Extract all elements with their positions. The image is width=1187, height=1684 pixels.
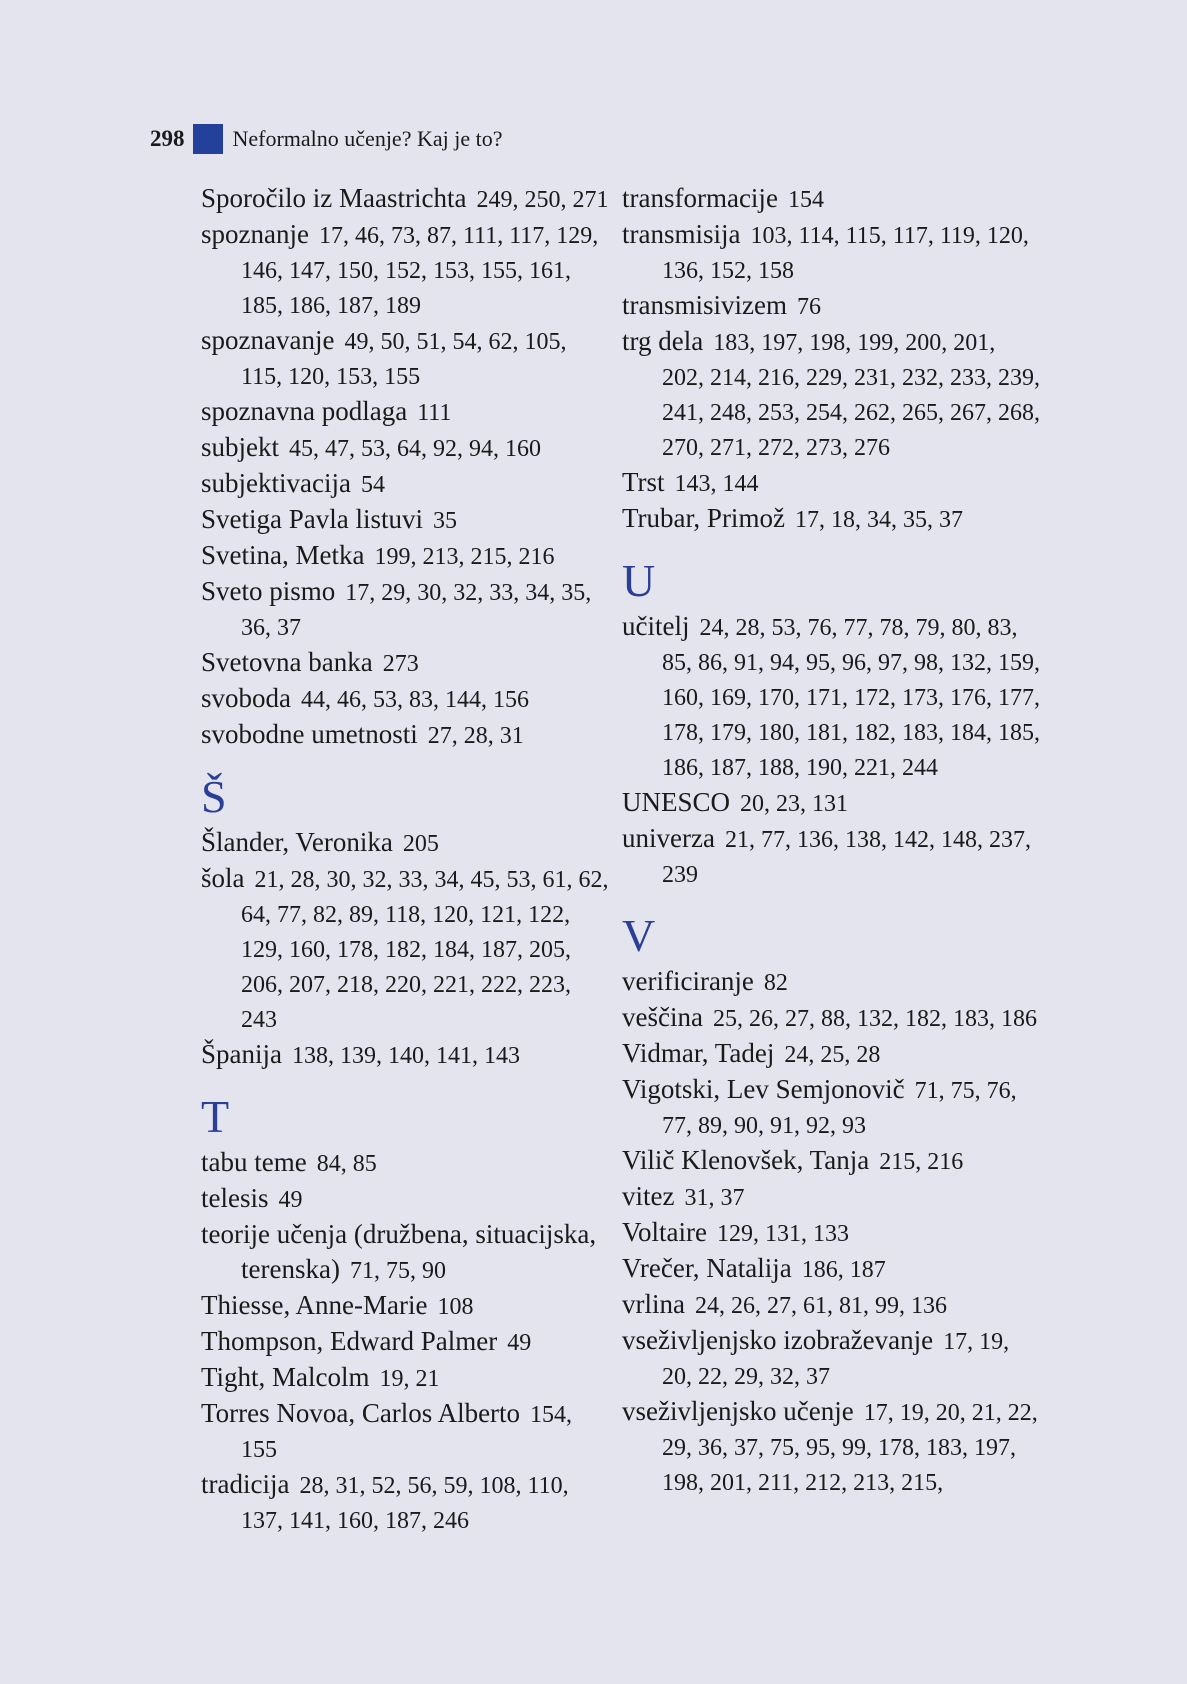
index-entry — [622, 1287, 1042, 1323]
index-term: spoznavanje — [201, 325, 335, 355]
index-entry — [201, 1360, 611, 1396]
index-term: transformacije — [622, 183, 778, 213]
index-pages: 273 — [382, 651, 419, 677]
index-term: tabu teme — [201, 1147, 307, 1177]
index-pages: 249, 250, 271 — [476, 187, 609, 213]
index-term: šola — [201, 863, 245, 893]
index-pages: 138, 139, 140, 141, 143 — [292, 1043, 520, 1069]
index-entry — [201, 681, 611, 717]
index-pages: 111 — [417, 400, 452, 426]
index-term: vseživljenjsko izobraževanje — [622, 1325, 934, 1355]
index-term: Svetina, Metka — [201, 540, 365, 570]
index-term: Tight, Malcolm — [201, 1362, 370, 1392]
index-term: Svetiga Pavla listuvi — [201, 504, 423, 534]
index-pages: 17, 18, 34, 35, 37 — [794, 507, 963, 533]
index-term: spoznavna podlaga — [201, 396, 408, 426]
index-pages: 183, 197, 198, 199, 200, 201, 202, 214, 216, 229, 231, 232, 233, 239, 241, 248, 253, 254, 262, 265, 267, 268, 270, 271, 272, 273, 276 — [662, 330, 1040, 461]
index-term: subjektivacija — [201, 468, 351, 498]
index-entry — [201, 466, 611, 502]
index-pages: 154 — [787, 187, 824, 213]
index-term: spoznanje — [201, 219, 309, 249]
index-entry — [201, 574, 611, 645]
index-pages: 17, 46, 73, 87, 111, 117, 129, 146, 147, 150, 152, 153, 155, 161, 185, 186, 187, 189 — [241, 223, 599, 319]
index-pages: 71, 75, 76, 77, 89, 90, 91, 92, 93 — [662, 1078, 1017, 1139]
index-pages: 143, 144 — [674, 471, 759, 497]
index-term: Thompson, Edward Palmer — [201, 1326, 498, 1356]
section-letter: Š — [201, 771, 227, 822]
running-header — [150, 124, 502, 154]
index-entry — [622, 1251, 1042, 1287]
index-pages: 103, 114, 115, 117, 119, 120, 136, 152, 158 — [662, 223, 1029, 284]
index-entry — [201, 538, 611, 574]
index-pages: 45, 47, 53, 64, 92, 94, 160 — [289, 436, 541, 462]
index-entry — [622, 465, 1042, 501]
index-entry — [622, 1036, 1042, 1072]
index-term: vseživljenjsko učenje — [622, 1396, 854, 1426]
index-term: vrlina — [622, 1289, 685, 1319]
running-title: Neformalno učenje? Kaj je to? — [232, 126, 503, 151]
index-entry — [201, 430, 611, 466]
index-pages: 108 — [437, 1294, 474, 1320]
index-term: telesis — [201, 1183, 269, 1213]
index-pages: 186, 187 — [801, 1257, 886, 1283]
index-pages: 44, 46, 53, 83, 144, 156 — [301, 687, 529, 713]
index-entry — [201, 1181, 611, 1217]
index-term: svobodne umetnosti — [201, 719, 418, 749]
section-letter: T — [201, 1091, 230, 1142]
index-pages: 31, 37 — [684, 1185, 745, 1211]
index-pages: 205 — [402, 831, 439, 857]
index-pages: 49, 50, 51, 54, 62, 105, 115, 120, 153, 155 — [241, 329, 567, 390]
index-pages: 199, 213, 215, 216 — [374, 544, 555, 570]
index-column-right — [622, 181, 1042, 1500]
index-term: Thiesse, Anne-Marie — [201, 1290, 428, 1320]
index-term: veščina — [622, 1002, 703, 1032]
section-letter: U — [622, 555, 656, 606]
index-entry — [622, 1072, 1042, 1143]
index-pages: 82 — [763, 970, 788, 996]
page-number: 298 — [150, 126, 185, 151]
index-pages: 71, 75, 90 — [349, 1258, 446, 1284]
index-entry — [622, 1394, 1042, 1500]
index-pages: 21, 77, 136, 138, 142, 148, 237, 239 — [662, 827, 1031, 888]
index-term: teorije učenja (družbena, situacijska, terenska) — [201, 1219, 597, 1284]
index-entry — [622, 324, 1042, 465]
index-entry — [622, 785, 1042, 821]
index-term: transmisija — [622, 219, 741, 249]
section-letter: V — [622, 910, 656, 961]
index-pages: 24, 25, 28 — [784, 1042, 881, 1068]
index-term: tradicija — [201, 1469, 290, 1499]
index-pages: 24, 28, 53, 76, 77, 78, 79, 80, 83, 85, 86, 91, 94, 95, 96, 97, 98, 132, 159, 160, 169, 170, 171, 172, 173, 176, 177, 178, 179, 180, 181, 182, 183, 184, 185, 186, 187, 188, 190, 221, 244 — [662, 615, 1040, 781]
index-pages: 20, 23, 131 — [740, 791, 849, 817]
index-pages: 24, 26, 27, 61, 81, 99, 136 — [694, 1293, 947, 1319]
index-entry — [622, 1143, 1042, 1179]
index-pages: 84, 85 — [316, 1151, 377, 1177]
index-entry — [201, 1396, 611, 1467]
index-pages: 19, 21 — [379, 1366, 440, 1392]
index-term: učitelj — [622, 611, 690, 641]
index-entry — [622, 288, 1042, 324]
square-marker-icon — [193, 124, 223, 154]
index-entry — [201, 825, 611, 861]
index-entry — [622, 181, 1042, 217]
index-pages: 25, 26, 27, 88, 132, 182, 183, 186 — [712, 1006, 1037, 1032]
index-term: transmisivizem — [622, 290, 787, 320]
index-term: Trst — [622, 467, 665, 497]
index-term: subjekt — [201, 432, 279, 462]
index-term: Vilič Klenovšek, Tanja — [622, 1145, 870, 1175]
index-entry — [201, 1288, 611, 1324]
index-term: Šlander, Veronika — [201, 827, 393, 857]
index-pages: 17, 19, 20, 21, 22, 29, 36, 37, 75, 95, 99, 178, 183, 197, 198, 201, 211, 212, 213, 215, — [662, 1400, 1038, 1496]
index-entry — [622, 1179, 1042, 1215]
index-entry — [622, 1000, 1042, 1036]
index-term: trg dela — [622, 326, 704, 356]
index-pages: 49 — [278, 1187, 303, 1213]
index-entry — [201, 323, 611, 394]
index-pages: 17, 29, 30, 32, 33, 34, 35, 36, 37 — [241, 580, 592, 641]
index-term: vitez — [622, 1181, 675, 1211]
index-pages: 21, 28, 30, 32, 33, 34, 45, 53, 61, 62, 64, 77, 82, 89, 118, 120, 121, 122, 129, 160, 178, 182, 184, 187, 205, 206, 207, 218, 220, 221, 222, 223, 243 — [241, 867, 609, 1033]
index-entry — [201, 394, 611, 430]
index-entry — [201, 181, 611, 217]
index-entry — [622, 501, 1042, 537]
index-pages: 35 — [433, 508, 457, 534]
index-pages: 49 — [507, 1330, 532, 1356]
index-pages: 17, 19, 20, 22, 29, 32, 37 — [662, 1329, 1010, 1390]
index-pages: 129, 131, 133 — [716, 1221, 849, 1247]
index-entry — [201, 645, 611, 681]
index-term: Torres Novoa, Carlos Alberto — [201, 1398, 521, 1428]
index-entry — [201, 717, 611, 753]
index-entry — [622, 217, 1042, 288]
index-term: Sporočilo iz Maastrichta — [201, 183, 467, 213]
index-term: Vrečer, Natalija — [622, 1253, 792, 1283]
index-entry — [201, 1145, 611, 1181]
index-entry — [622, 1215, 1042, 1251]
index-entry — [201, 217, 611, 323]
index-pages: 28, 31, 52, 56, 59, 108, 110, 137, 141, 160, 187, 246 — [241, 1473, 569, 1534]
index-entry — [201, 1217, 611, 1288]
index-entry — [622, 1323, 1042, 1394]
index-entry — [622, 609, 1042, 785]
index-pages: 215, 216 — [879, 1149, 964, 1175]
index-term: Vidmar, Tadej — [622, 1038, 775, 1068]
index-entry — [201, 1324, 611, 1360]
index-term: Trubar, Primož — [622, 503, 785, 533]
index-term: Sveto pismo — [201, 576, 336, 606]
index-pages: 76 — [796, 294, 821, 320]
index-term: Španija — [201, 1039, 282, 1069]
index-term: UNESCO — [622, 787, 731, 817]
index-term: Voltaire — [622, 1217, 707, 1247]
index-pages: 27, 28, 31 — [427, 723, 524, 749]
index-entry — [622, 821, 1042, 892]
index-entry — [622, 964, 1042, 1000]
index-term: svoboda — [201, 683, 291, 713]
index-term: verificiranje — [622, 966, 754, 996]
index-entry — [201, 1467, 611, 1538]
index-entry — [201, 502, 611, 538]
index-term: univerza — [622, 823, 715, 853]
index-term: Vigotski, Lev Semjonovič — [622, 1074, 905, 1104]
index-entry — [201, 861, 611, 1037]
index-column-left — [201, 181, 611, 1538]
index-entry — [201, 1037, 611, 1073]
index-pages: 154, 155 — [241, 1402, 573, 1463]
index-pages: 54 — [360, 472, 385, 498]
index-term: Svetovna banka — [201, 647, 373, 677]
